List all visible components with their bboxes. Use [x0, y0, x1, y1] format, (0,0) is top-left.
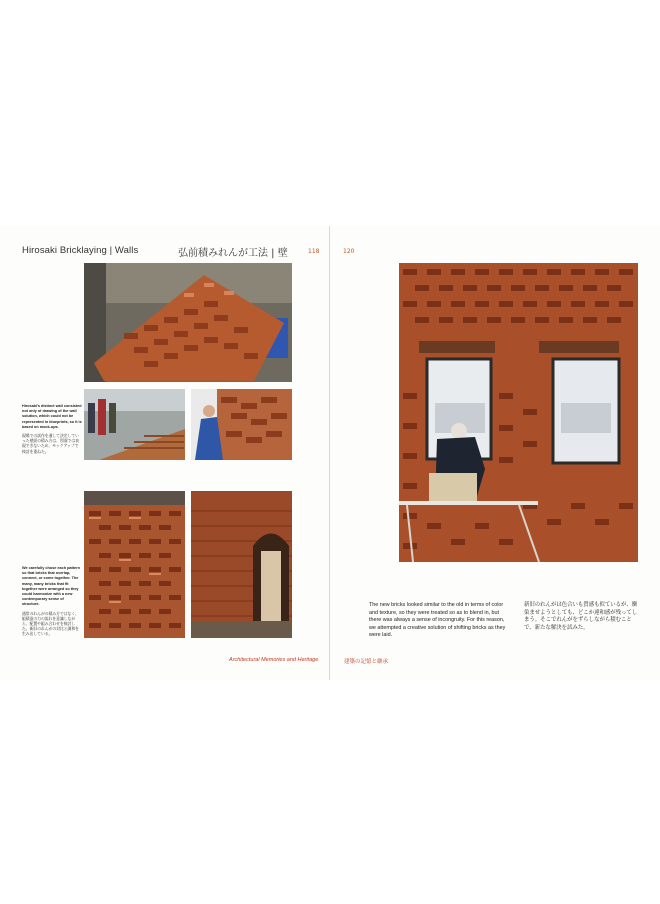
caption-pattern: [22, 566, 82, 637]
caption-pattern-en: We carefully chose each pattern so that bricks that overlap, connect, or come together. The many, many bricks that fit together were arranged so they could harmonize with a new contemporary sense of structure.: [22, 566, 80, 607]
caption-mockup-jp: 現場での試作を通して決定していった壁面の積み方は、図面では表現できないため、モックアップで検討を重ねた。: [22, 433, 79, 454]
caption-mockup: [22, 404, 82, 454]
photo-brick-arch-interior: [191, 491, 292, 638]
footer-right: 建築の記憶と継承: [344, 659, 389, 665]
caption-pattern-jp: 通常のれんがの積み方ではなく、組積造の力の流れを意識しながら、配置や組み合わせを検討した。新旧のれんがの対比と調和を生み出している。: [22, 610, 79, 637]
photo-worker-closeup: [191, 389, 292, 460]
photo-brick-mockup: [84, 263, 292, 382]
book-gutter: [329, 226, 330, 680]
photo-brick-wall-pattern: [84, 491, 185, 638]
page-number-left: 118: [308, 248, 320, 255]
header-title-jp: 弘前積みれんが工法 | 壁: [178, 248, 288, 259]
footer-left: Architectural Memories and Heritage: [229, 657, 319, 663]
body-text-en: The new bricks looked similar to the old in terms of color and texture, so they were treated so as to blend in, but there was always a sense of incongruity. For this reason, we attempted a creative solution of shifting bricks as they were laid.: [369, 602, 506, 639]
header-title-en: Hirosaki Bricklaying | Walls: [22, 245, 139, 256]
page-number-right: 120: [343, 248, 355, 255]
photo-workers-mockup: [84, 389, 185, 460]
photo-worker-window-wall: [399, 263, 638, 562]
body-text-jp: 新旧のれんがは色合いも質感も似ているが、馴染ませようとしても、どこか違和感が残ってしまう。そこでれんがをずらしながら積むことで、新たな解決を試みた。: [524, 602, 638, 631]
caption-mockup-en: Hirosaki's distinct wall consisted not only of drawing of the wall solution, which could not be represented in blueprints, so it is based on mock-ups.: [22, 404, 82, 429]
